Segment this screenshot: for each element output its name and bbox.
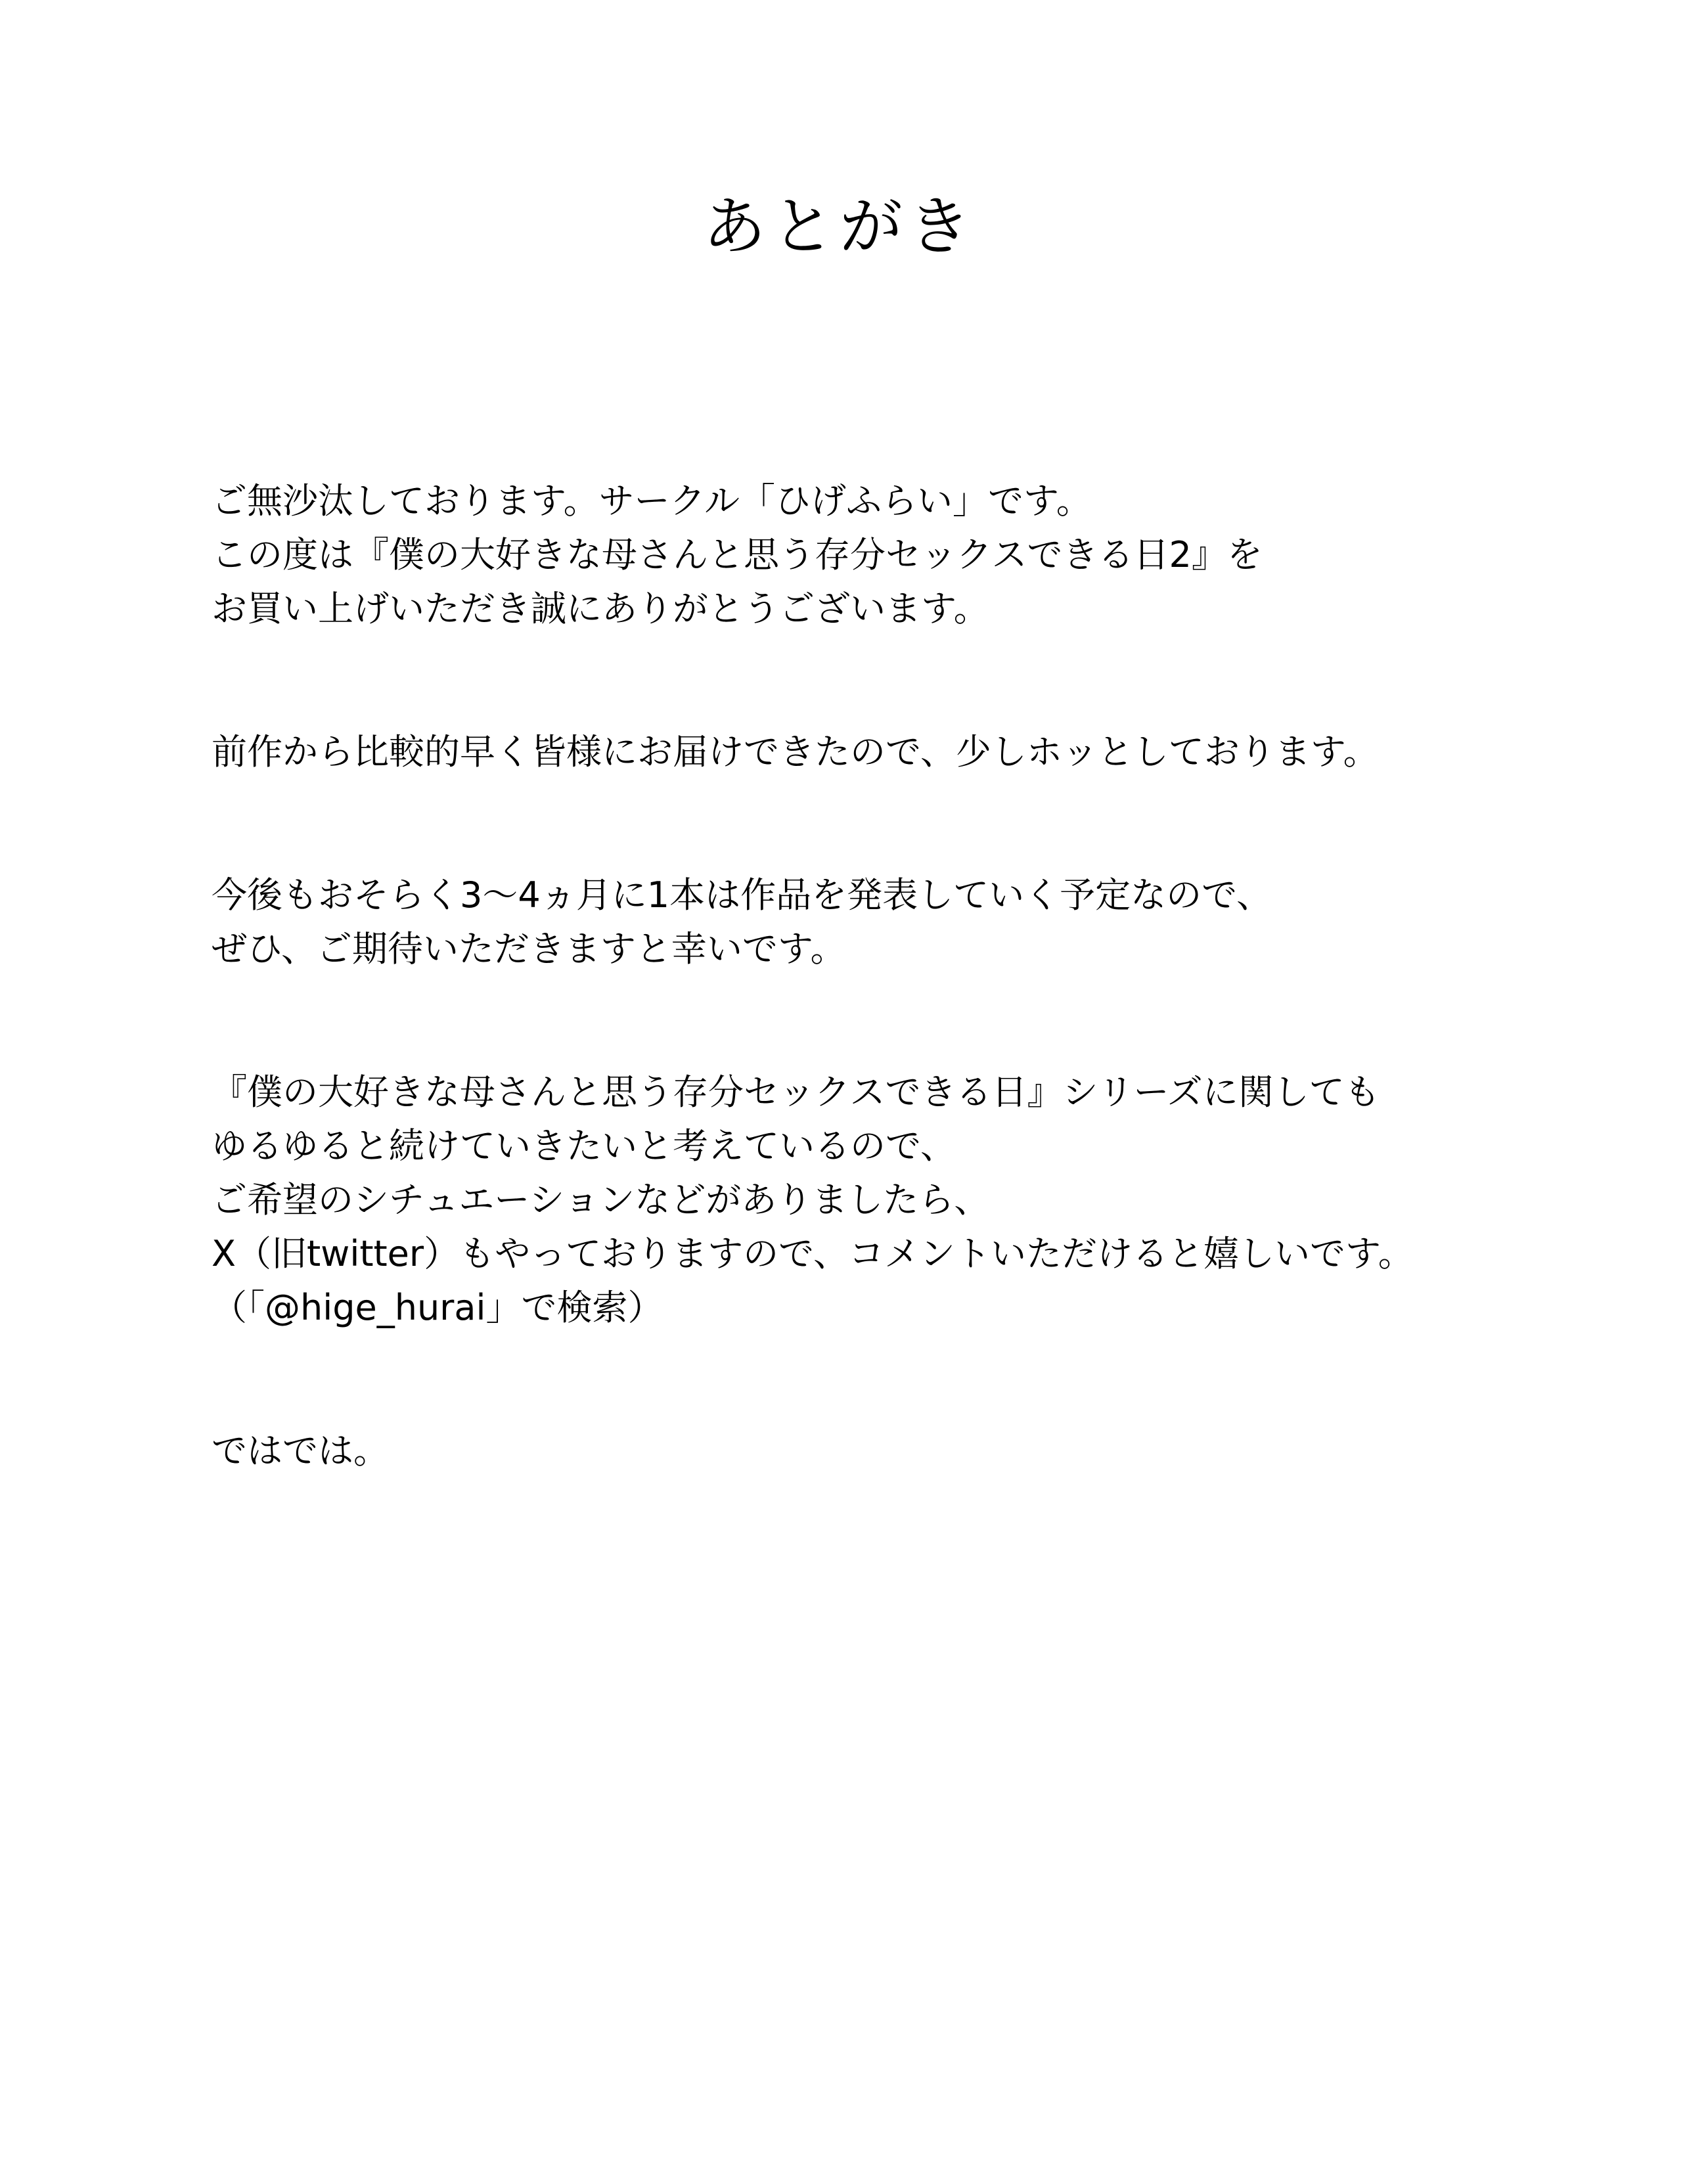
- paragraph-spacer: [212, 976, 1591, 1065]
- text-line: ご無沙汰しております。サークル「ひげふらい」です。: [212, 480, 1092, 522]
- text-line: X（旧twitter）もやっておりますので、コメントいただけると嬉しいです。: [212, 1233, 1414, 1274]
- text-line: 今後もおそらく3〜4ヵ月に1本は作品を発表していく予定なので、: [212, 874, 1272, 916]
- text-line: ご希望のシチュエーションなどがありましたら、: [212, 1179, 990, 1220]
- text-line: 『僕の大好きな母さんと思う存分セックスできる日』シリーズに関しても: [212, 1071, 1380, 1113]
- text-line: ゆるゆると続けていきたいと考えているので、: [212, 1125, 956, 1167]
- text-line: ぜひ、ご期待いただきますと幸いです。: [212, 928, 846, 970]
- paragraph-closing: [212, 1424, 1591, 1478]
- text-line: ではでは。: [212, 1430, 389, 1471]
- paragraph-spacer: [212, 636, 1591, 725]
- page-title: あとがき: [703, 190, 976, 263]
- text-line: この度は『僕の大好きな母さんと思う存分セックスできる日2』を: [212, 534, 1263, 575]
- text-line: （「@hige_hurai」で検索）: [212, 1287, 663, 1328]
- text-line: お買い上げいただき誠にありがとうございます。: [212, 588, 989, 629]
- afterword-body: [212, 474, 1591, 1478]
- paragraph-schedule: [212, 868, 1591, 976]
- paragraph-spacer: [212, 779, 1591, 868]
- paragraph-relief: [212, 725, 1591, 779]
- paragraph-series: [212, 1065, 1591, 1335]
- text-line: 前作から比較的早く皆様にお届けできたので、少しホッとしております。: [212, 731, 1379, 772]
- paragraph-greeting: [212, 474, 1591, 636]
- paragraph-spacer: [212, 1335, 1591, 1424]
